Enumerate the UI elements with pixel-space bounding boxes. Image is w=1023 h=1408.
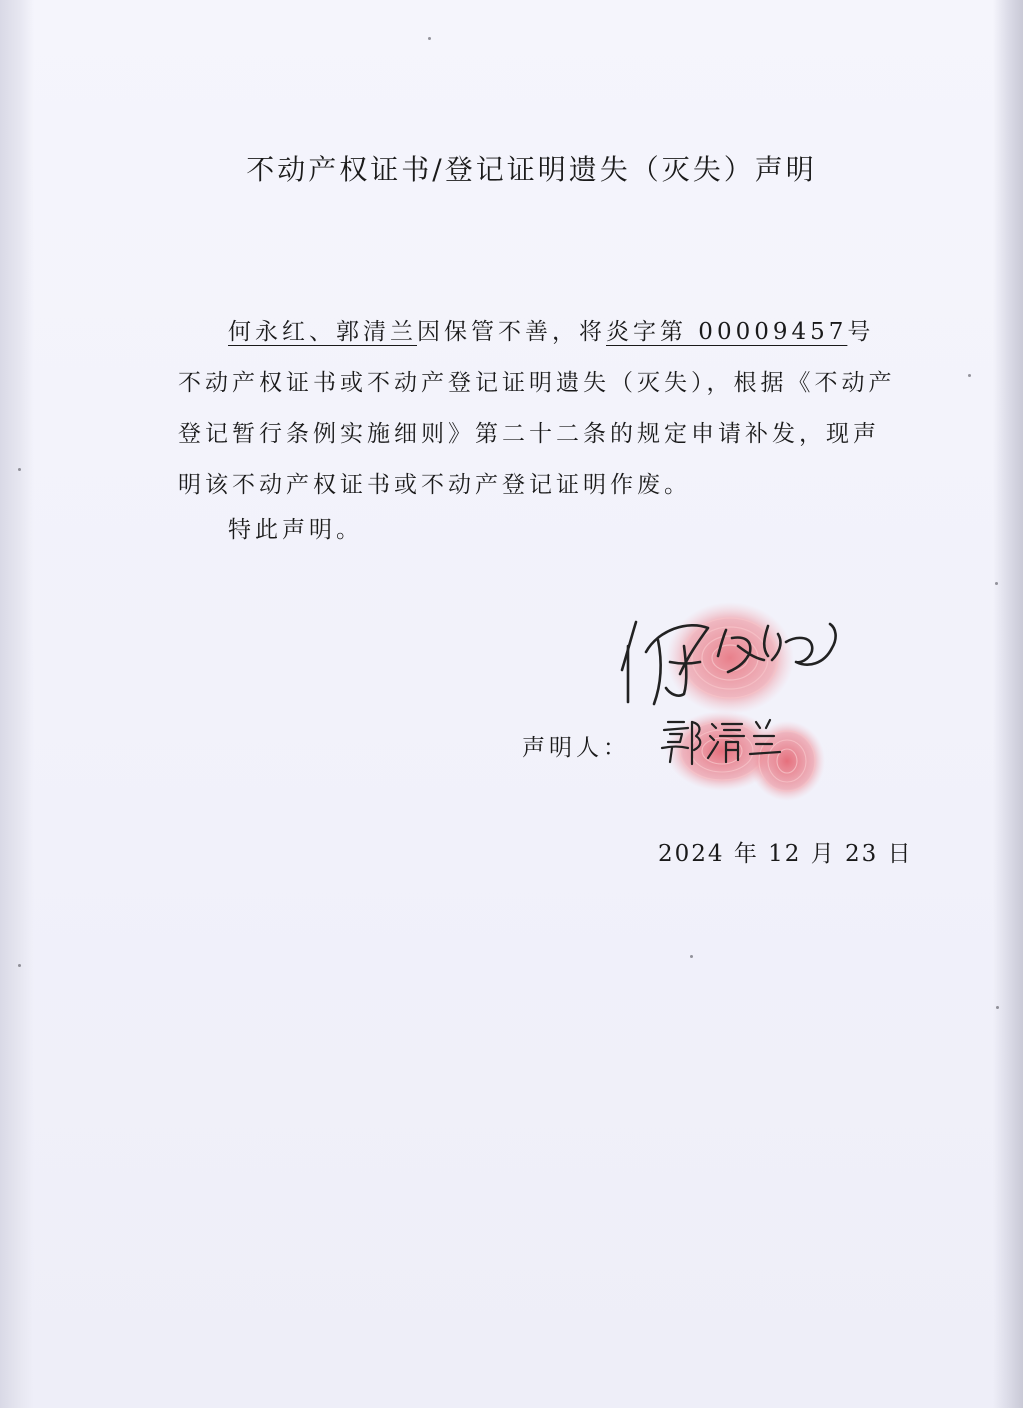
- holder-names: 何永红、郭清兰: [228, 319, 417, 345]
- scan-speck: [995, 582, 998, 585]
- scan-edge-left: [0, 0, 34, 1408]
- signature-guo-qinglan: [658, 712, 788, 768]
- scan-speck: [428, 37, 431, 40]
- declarant-label: 声明人：: [522, 735, 630, 761]
- statement-text-1: 因保管不善，将: [417, 319, 606, 345]
- scan-speck: [690, 955, 693, 958]
- declaration-date: 2024 年 12 月 23 日: [658, 841, 913, 867]
- statement-text-2: 号不动产权证书或不动产登记证明遗失（灭失），根据《不动产登记暂行条例实施细则》第二十二条的规定申请补发，现声明该不动产权证书或不动产登记证明作废。: [178, 319, 896, 498]
- scan-speck: [996, 1006, 999, 1009]
- scan-speck: [968, 374, 971, 377]
- scan-speck: [18, 964, 21, 967]
- certificate-number: 炎字第 00009457: [606, 319, 848, 345]
- signature-he-yonghong: [618, 612, 848, 712]
- document-title: 不动产权证书/登记证明遗失（灭失）声明: [246, 153, 817, 186]
- scan-edge-right: [993, 0, 1023, 1408]
- closing-remark: 特此声明。: [228, 517, 363, 543]
- statement-paragraph: [178, 307, 898, 511]
- scan-speck: [18, 468, 21, 471]
